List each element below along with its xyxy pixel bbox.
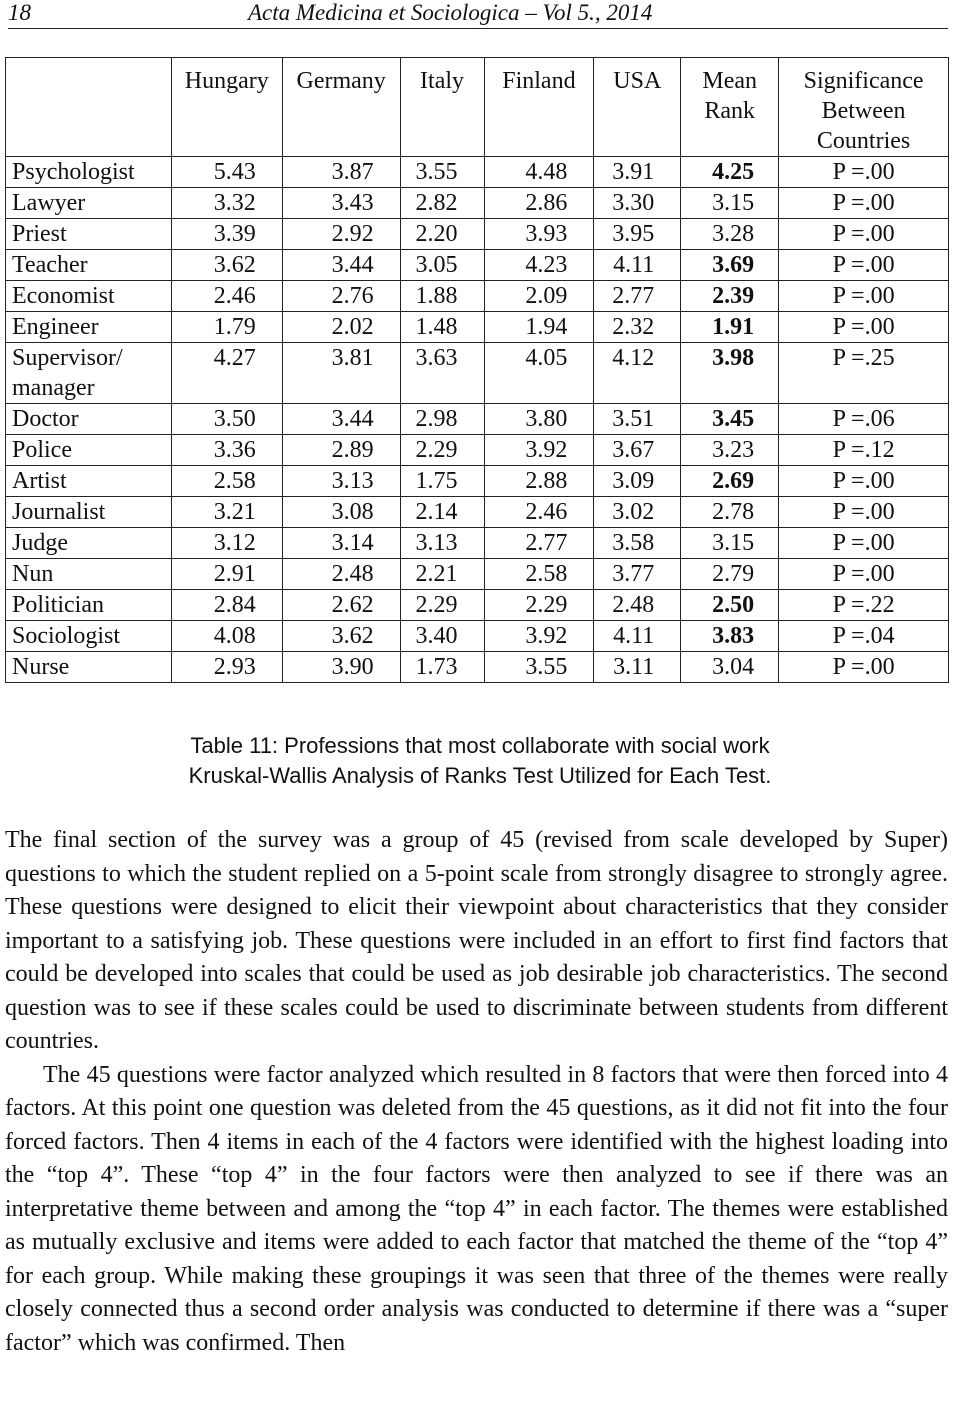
value-cell: 3.55	[484, 652, 594, 683]
table-row	[6, 250, 949, 281]
value-cell: 3.02	[594, 497, 681, 528]
significance-cell: P =.22	[779, 590, 949, 621]
value-cell: 2.98	[400, 404, 484, 435]
mean-rank-cell: 3.45	[681, 404, 779, 435]
value-cell: 2.29	[484, 590, 594, 621]
mean-rank-cell: 2.79	[681, 559, 779, 590]
table-row	[6, 528, 949, 559]
value-cell: 3.05	[400, 250, 484, 281]
table-row	[6, 188, 949, 219]
value-cell: 2.21	[400, 559, 484, 590]
mean-rank-cell: 3.83	[681, 621, 779, 652]
value-cell: 1.94	[484, 312, 594, 343]
significance-cell: P =.00	[779, 219, 949, 250]
table-header-row	[6, 58, 949, 157]
profession-cell: Psychologist	[6, 157, 172, 188]
value-cell: 2.86	[484, 188, 594, 219]
value-cell: 3.09	[594, 466, 681, 497]
column-header	[6, 58, 172, 157]
value-cell: 3.92	[484, 621, 594, 652]
page-number: 18	[8, 0, 31, 25]
significance-cell: P =.00	[779, 157, 949, 188]
profession-cell: Artist	[6, 466, 172, 497]
value-cell: 2.29	[400, 590, 484, 621]
value-cell: 3.39	[171, 219, 282, 250]
value-cell: 4.05	[484, 343, 594, 404]
value-cell: 4.27	[171, 343, 282, 404]
significance-cell: P =.00	[779, 250, 949, 281]
column-header: Germany	[282, 58, 400, 157]
table-row	[6, 281, 949, 312]
value-cell: 4.08	[171, 621, 282, 652]
value-cell: 1.75	[400, 466, 484, 497]
profession-cell: Politician	[6, 590, 172, 621]
profession-cell: Teacher	[6, 250, 172, 281]
value-cell: 3.21	[171, 497, 282, 528]
value-cell: 3.67	[594, 435, 681, 466]
value-cell: 1.48	[400, 312, 484, 343]
profession-cell: Sociologist	[6, 621, 172, 652]
column-header: Hungary	[171, 58, 282, 157]
value-cell: 1.79	[171, 312, 282, 343]
value-cell: 3.44	[282, 250, 400, 281]
column-header: Mean Rank	[681, 58, 779, 157]
mean-rank-cell: 2.50	[681, 590, 779, 621]
value-cell: 3.91	[594, 157, 681, 188]
value-cell: 2.02	[282, 312, 400, 343]
value-cell: 2.76	[282, 281, 400, 312]
profession-cell: Economist	[6, 281, 172, 312]
column-header: Finland	[484, 58, 594, 157]
value-cell: 2.46	[171, 281, 282, 312]
profession-cell: Priest	[6, 219, 172, 250]
value-cell: 2.46	[484, 497, 594, 528]
caption-line: Table 11: Professions that most collaborate with social work	[190, 733, 770, 758]
value-cell: 2.82	[400, 188, 484, 219]
profession-cell: Nurse	[6, 652, 172, 683]
table-row	[6, 497, 949, 528]
table-row	[6, 312, 949, 343]
table-row	[6, 621, 949, 652]
paragraph: The final section of the survey was a group of 45 (revised from scale developed by Super) questions to which the student replied on a 5-point scale from strongly disagree to strongly agree. These questions were designed to elicit their viewpoint about characteristics that they consider important to a satisfying job. These questions were included in an effort to first find factors that could be developed into scales that could be used as job desirable job characteristics. The second question was to see if these scales could be used to discriminate between students from different countries.	[5, 827, 948, 1054]
value-cell: 2.92	[282, 219, 400, 250]
value-cell: 3.63	[400, 343, 484, 404]
mean-rank-cell: 3.15	[681, 528, 779, 559]
value-cell: 2.48	[594, 590, 681, 621]
value-cell: 3.95	[594, 219, 681, 250]
mean-rank-cell: 3.98	[681, 343, 779, 404]
table-row	[6, 219, 949, 250]
table-row	[6, 343, 949, 404]
value-cell: 2.62	[282, 590, 400, 621]
significance-cell: P =.00	[779, 281, 949, 312]
value-cell: 2.58	[484, 559, 594, 590]
value-cell: 2.32	[594, 312, 681, 343]
value-cell: 1.88	[400, 281, 484, 312]
value-cell: 3.51	[594, 404, 681, 435]
mean-rank-cell: 3.23	[681, 435, 779, 466]
value-cell: 3.62	[171, 250, 282, 281]
value-cell: 3.50	[171, 404, 282, 435]
mean-rank-cell: 3.28	[681, 219, 779, 250]
significance-cell: P =.00	[779, 528, 949, 559]
table-row	[6, 435, 949, 466]
value-cell: 1.73	[400, 652, 484, 683]
value-cell: 2.09	[484, 281, 594, 312]
value-cell: 3.43	[282, 188, 400, 219]
mean-rank-cell: 3.15	[681, 188, 779, 219]
paragraph: The 45 questions were factor analyzed which resulted in 8 factors that were then forced into 4 factors. At this point one question was deleted from the 45 questions, as it did not fit into the four forced factors. Then 4 items in each of the 4 factors were identified with the highest loading into the “top 4”. These “top 4” in the four factors were then analyzed to see if there was an interpretative theme between and among the “top 4” in each factor. The themes were established as mutually exclusive and items were added to each factor that matched the theme of the “top 4” for each group. While making these groupings it was seen that three of the themes were really closely connected thus a second order analysis was conducted to determine if there was a “super factor” which was confirmed. Then	[5, 1061, 948, 1356]
value-cell: 3.81	[282, 343, 400, 404]
value-cell: 3.58	[594, 528, 681, 559]
significance-cell: P =.00	[779, 652, 949, 683]
value-cell: 3.13	[400, 528, 484, 559]
value-cell: 2.29	[400, 435, 484, 466]
value-cell: 3.30	[594, 188, 681, 219]
profession-cell: Journalist	[6, 497, 172, 528]
column-header: USA	[594, 58, 681, 157]
table-row	[6, 404, 949, 435]
value-cell: 4.12	[594, 343, 681, 404]
significance-cell: P =.00	[779, 466, 949, 497]
profession-cell: Police	[6, 435, 172, 466]
mean-rank-cell: 2.69	[681, 466, 779, 497]
value-cell: 2.93	[171, 652, 282, 683]
value-cell: 2.77	[484, 528, 594, 559]
significance-cell: P =.06	[779, 404, 949, 435]
column-header: Significance Between Countries	[779, 58, 949, 157]
value-cell: 4.48	[484, 157, 594, 188]
value-cell: 3.44	[282, 404, 400, 435]
significance-cell: P =.00	[779, 559, 949, 590]
mean-rank-cell: 4.25	[681, 157, 779, 188]
value-cell: 3.90	[282, 652, 400, 683]
mean-rank-cell: 3.69	[681, 250, 779, 281]
value-cell: 2.20	[400, 219, 484, 250]
value-cell: 5.43	[171, 157, 282, 188]
value-cell: 3.93	[484, 219, 594, 250]
mean-rank-cell: 2.39	[681, 281, 779, 312]
mean-rank-cell: 2.78	[681, 497, 779, 528]
value-cell: 3.32	[171, 188, 282, 219]
professions-table	[5, 57, 949, 683]
table-row	[6, 652, 949, 683]
value-cell: 2.14	[400, 497, 484, 528]
value-cell: 3.55	[400, 157, 484, 188]
significance-cell: P =.04	[779, 621, 949, 652]
significance-cell: P =.00	[779, 497, 949, 528]
value-cell: 3.11	[594, 652, 681, 683]
running-header	[8, 0, 948, 29]
value-cell: 2.91	[171, 559, 282, 590]
mean-rank-cell: 1.91	[681, 312, 779, 343]
column-header: Italy	[400, 58, 484, 157]
table-caption	[0, 731, 960, 791]
value-cell: 2.89	[282, 435, 400, 466]
significance-cell: P =.12	[779, 435, 949, 466]
value-cell: 3.12	[171, 528, 282, 559]
significance-cell: P =.00	[779, 188, 949, 219]
value-cell: 3.80	[484, 404, 594, 435]
table-row	[6, 466, 949, 497]
profession-cell: Engineer	[6, 312, 172, 343]
profession-cell: Nun	[6, 559, 172, 590]
table-row	[6, 559, 949, 590]
significance-cell: P =.00	[779, 312, 949, 343]
value-cell: 3.08	[282, 497, 400, 528]
value-cell: 3.87	[282, 157, 400, 188]
value-cell: 2.77	[594, 281, 681, 312]
value-cell: 3.77	[594, 559, 681, 590]
significance-cell: P =.25	[779, 343, 949, 404]
value-cell: 3.14	[282, 528, 400, 559]
value-cell: 2.88	[484, 466, 594, 497]
value-cell: 3.62	[282, 621, 400, 652]
caption-line: Kruskal-Wallis Analysis of Ranks Test Utilized for Each Test.	[188, 763, 772, 788]
journal-title: Acta Medicina et Sociologica – Vol 5., 2014	[248, 0, 653, 25]
value-cell: 2.84	[171, 590, 282, 621]
profession-cell: Judge	[6, 528, 172, 559]
mean-rank-cell: 3.04	[681, 652, 779, 683]
value-cell: 3.36	[171, 435, 282, 466]
value-cell: 2.48	[282, 559, 400, 590]
value-cell: 2.58	[171, 466, 282, 497]
value-cell: 3.40	[400, 621, 484, 652]
table-row	[6, 590, 949, 621]
profession-cell: Supervisor/ manager	[6, 343, 172, 404]
profession-cell: Lawyer	[6, 188, 172, 219]
value-cell: 3.92	[484, 435, 594, 466]
value-cell: 4.11	[594, 621, 681, 652]
table-row	[6, 157, 949, 188]
profession-cell: Doctor	[6, 404, 172, 435]
body-text	[5, 824, 948, 1360]
value-cell: 3.13	[282, 466, 400, 497]
value-cell: 4.23	[484, 250, 594, 281]
value-cell: 4.11	[594, 250, 681, 281]
